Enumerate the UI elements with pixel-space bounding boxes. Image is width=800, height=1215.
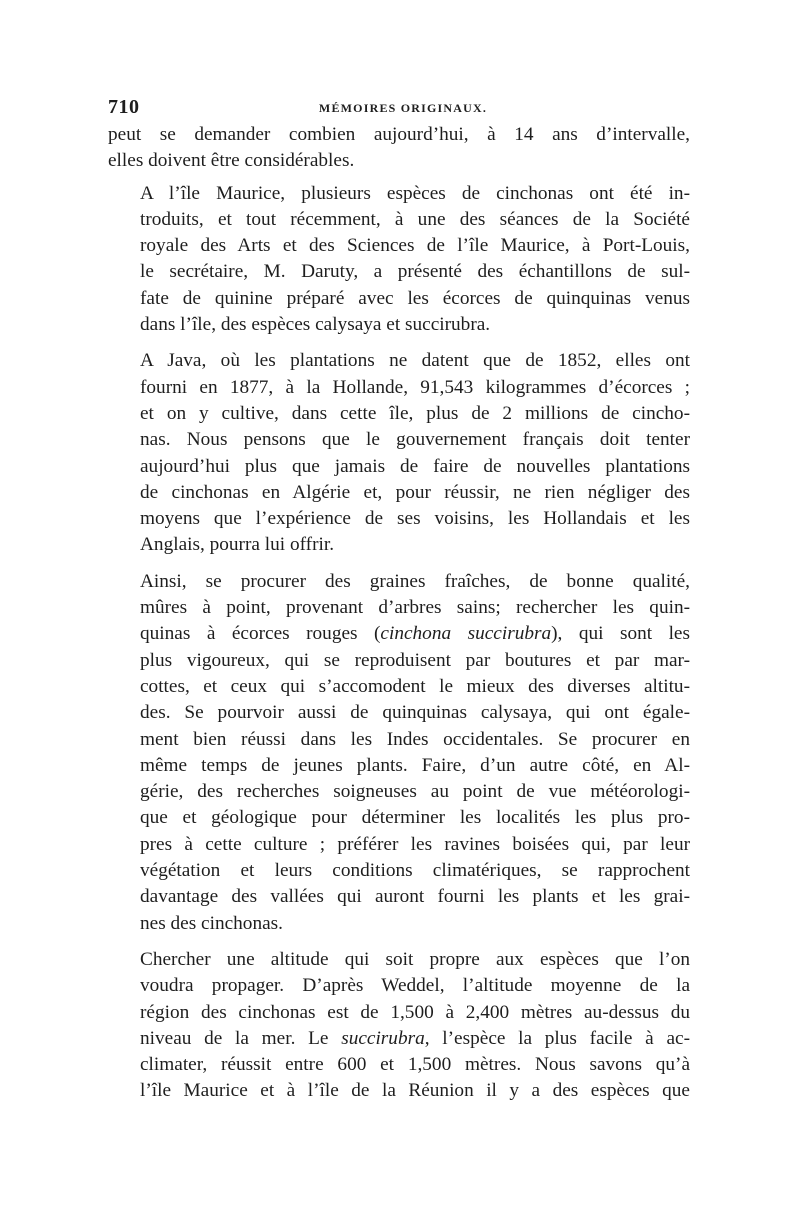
text-line: gérie, des recherches soigneuses au point de vue météorologi- [140, 781, 690, 803]
text-line: climater, réussit entre 600 et 1,500 mètres. Nous savons qu’à [140, 1054, 690, 1076]
text-line: troduits, et tout récemment, à une des séances de la Société [140, 208, 690, 230]
page-number: 710 [108, 96, 140, 118]
text-line: quinas à écorces rouges (cinchona succirubra), qui sont les [140, 623, 690, 645]
text-line: peut se demander combien aujourd’hui, à 14 ans d’intervalle, [108, 124, 690, 145]
text-line: et on y cultive, dans cette île, plus de 2 millions de cincho- [140, 402, 690, 424]
page-body [108, 96, 690, 1105]
italic-term: cinchona succirubra [380, 623, 552, 645]
paragraph-java [108, 348, 690, 558]
text-line: que et géologique pour déterminer les localités les plus pro- [140, 807, 690, 829]
text-line: ment bien réussi dans les Indes occidentales. Se procurer en [140, 728, 690, 750]
text-line: A l’île Maurice, plusieurs espèces de cinchonas ont été in- [140, 182, 690, 204]
text-line: l’île Maurice et à l’île de la Réunion il y a des espèces que [140, 1080, 690, 1102]
text-line: Ainsi, se procurer des graines fraîches, de bonne qualité, [140, 570, 690, 592]
paragraph-continuation [108, 122, 690, 175]
text-line: nas. Nous pensons que le gouvernement français doit tenter [140, 429, 690, 451]
paragraph-ainsi [108, 569, 690, 937]
text-line: plus vigoureux, qui se reproduisent par boutures et par mar- [140, 649, 690, 671]
text-line: Chercher une altitude qui soit propre aux espèces que l’on [140, 948, 690, 970]
text-line: même temps de jeunes plants. Faire, d’un autre côté, en Al- [140, 754, 690, 776]
text-line: le secrétaire, M. Daruty, a présenté des échantillons de sul- [140, 261, 690, 283]
text-line: nes des cinchonas. [140, 912, 283, 934]
text-line: cottes, et ceux qui s’accomodent le mieux des diverses altitu- [140, 675, 690, 697]
text-line: des. Se pourvoir aussi de quinquinas calysaya, qui ont égale- [140, 702, 690, 724]
paragraph-ile-maurice [108, 181, 690, 339]
text-line: niveau de la mer. Le succirubra, l’espèce la plus facile à ac- [140, 1027, 690, 1049]
text-line: fourni en 1877, à la Hollande, 91,543 kilogrammes d’écorces ; [140, 376, 690, 398]
page-header [108, 96, 690, 120]
running-title: MÉMOIRES ORIGINAUX. [318, 101, 488, 115]
text-line: elles doivent être considérables. [108, 150, 355, 172]
text-line: végétation et leurs conditions climatériques, se rapprochent [140, 860, 690, 882]
paragraph-altitude [108, 947, 690, 1105]
text-line: voudra propager. D’après Weddel, l’altitude moyenne de la [140, 975, 690, 997]
text-line: région des cinchonas est de 1,500 à 2,400 mètres au-dessus du [140, 1001, 690, 1023]
text-line: A Java, où les plantations ne datent que de 1852, elles ont [140, 350, 690, 372]
text-line: fate de quinine préparé avec les écorces de quinquinas venus [140, 287, 690, 309]
text-line: dans l’île, des espèces calysaya et succirubra. [140, 314, 491, 336]
text-line: Anglais, pourra lui offrir. [140, 534, 335, 556]
text-line: aujourd’hui plus que jamais de faire de nouvelles plantations [140, 455, 690, 477]
text-line: de cinchonas en Algérie et, pour réussir, ne rien négliger des [140, 481, 690, 503]
text-line: moyens que l’expérience de ses voisins, les Hollandais et les [140, 508, 690, 530]
text-line: pres à cette culture ; préférer les ravines boisées qui, par leur [140, 833, 690, 855]
text-line: davantage des vallées qui auront fourni les plants et les grai- [140, 886, 690, 908]
italic-term: succirubra [341, 1027, 425, 1049]
text-line: mûres à point, provenant d’arbres sains; rechercher les quin- [140, 597, 690, 619]
text-line: royale des Arts et des Sciences de l’île Maurice, à Port-Louis, [140, 235, 690, 257]
